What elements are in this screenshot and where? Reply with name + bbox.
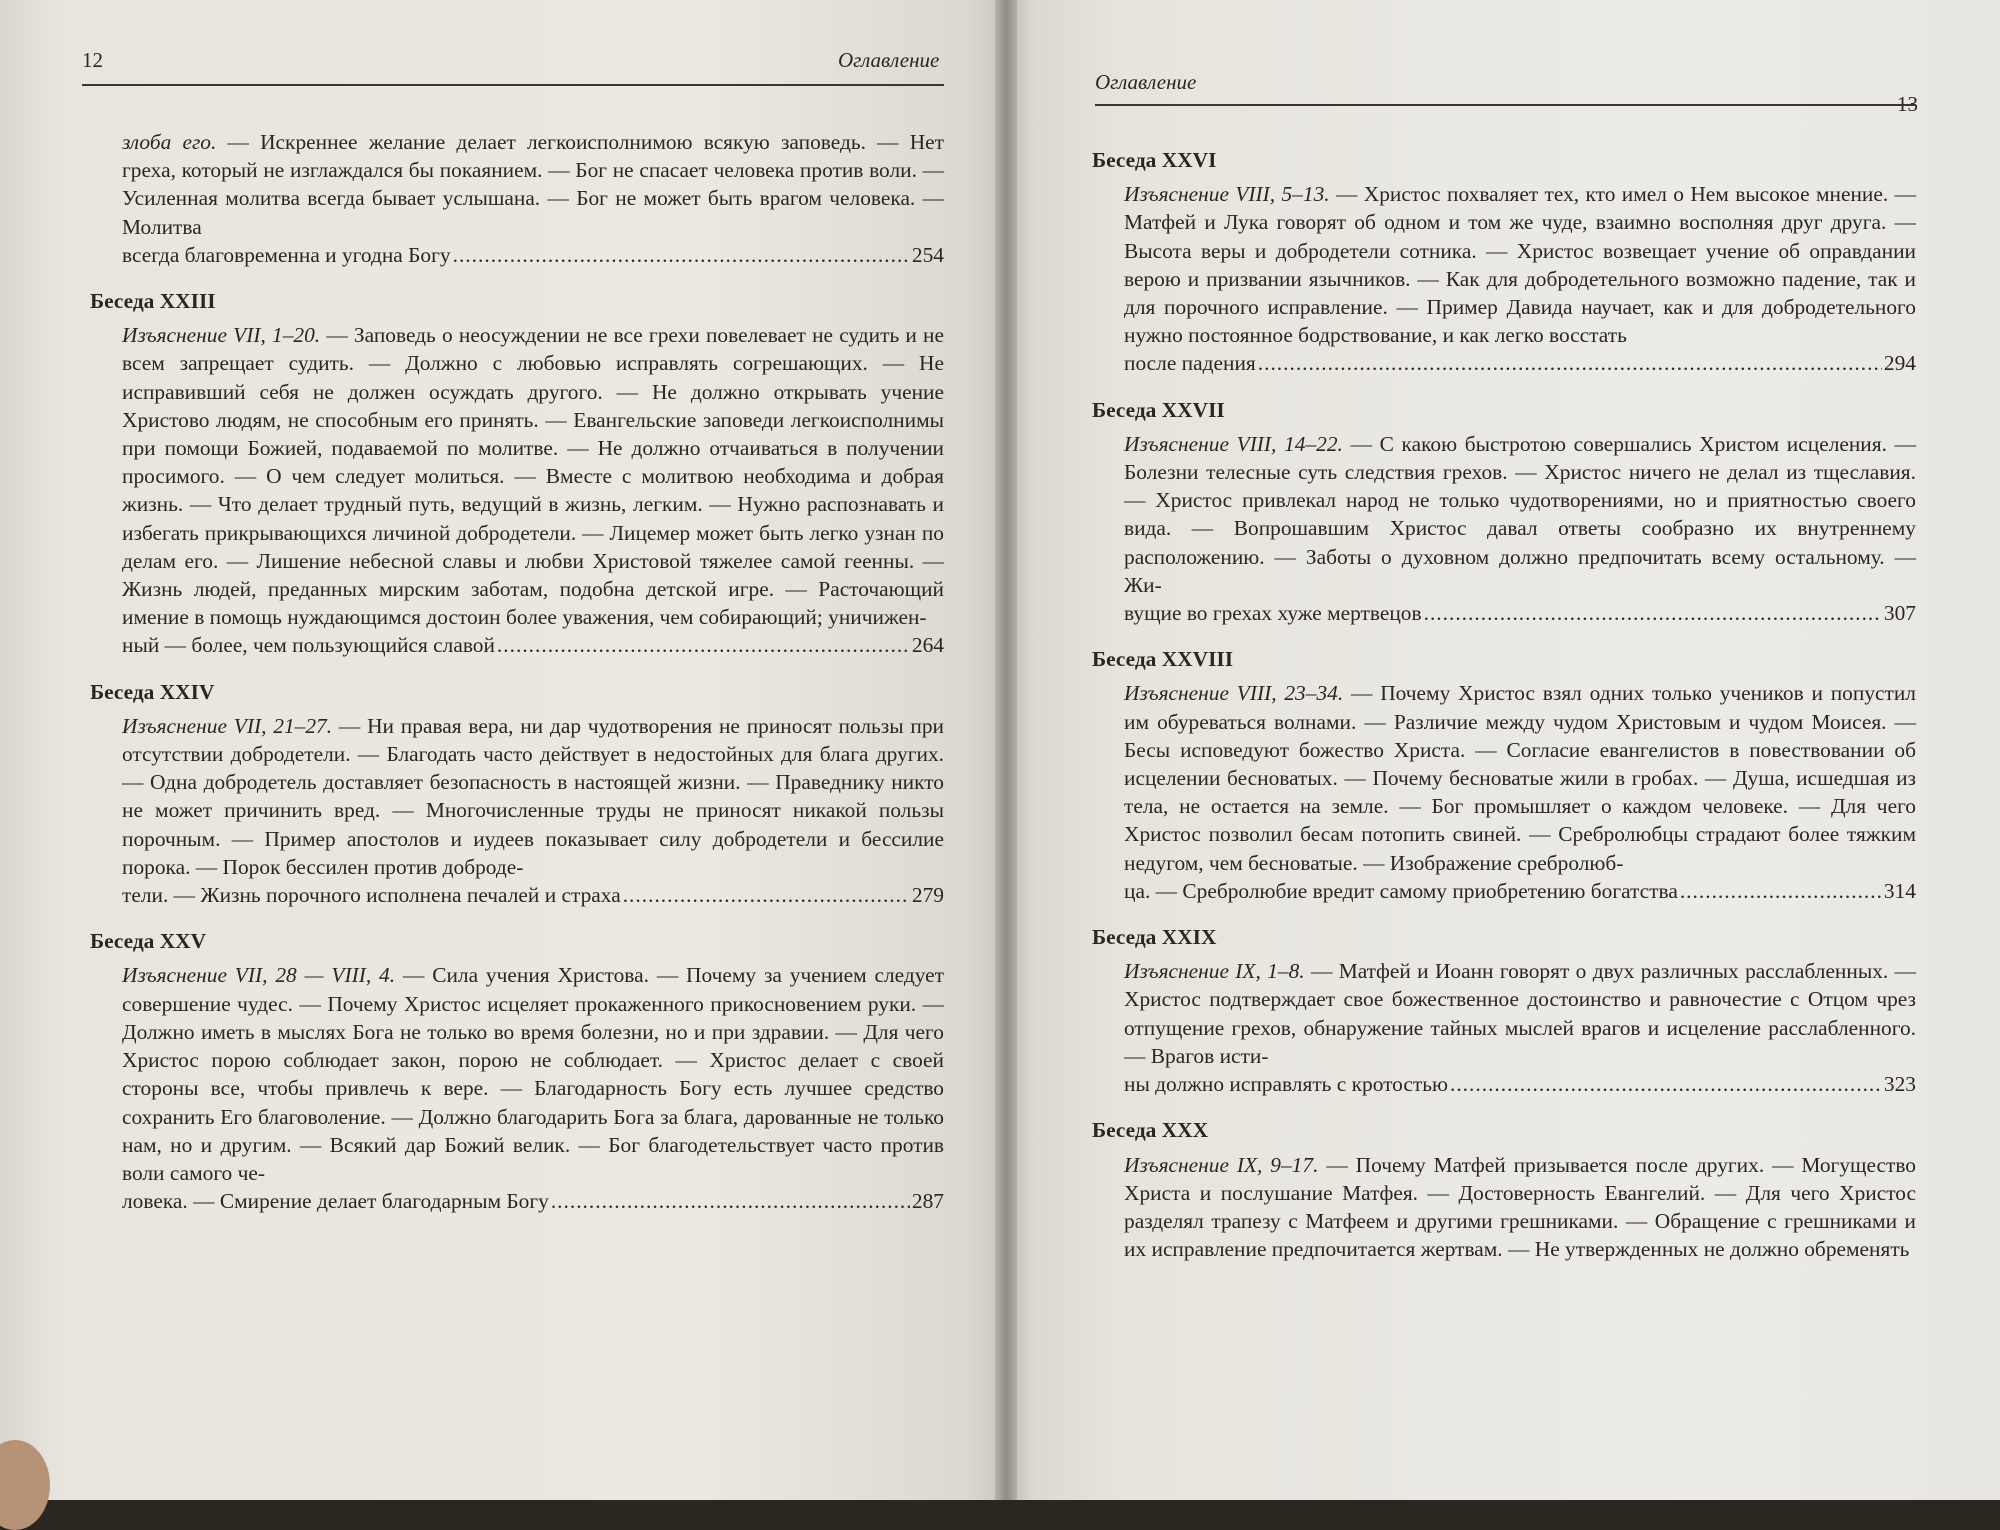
scripture-reference: Изъяснение IX, 1–8. <box>1124 959 1305 984</box>
entry-summary: — Матфей и Иоанн говорят о двух различных расслабленных. — Христос подтверждает свое божественное достоинство и равночестие с Отцом чрез отпущение грехов, обнаружение тайных мыслей врагов и исцеление расслабленного. — Врагов исти- <box>1124 959 1916 1068</box>
scripture-reference: Изъяснение VII, 1–20. <box>122 323 321 348</box>
toc-entry-continuation <box>122 128 944 269</box>
entry-summary: — Христос похваляет тех, кто имел о Нем высокое мнение. — Матфей и Лука говорят об одном и том же чуде, взаимно восполняя друг друга. — Высота веры и добродетели сотника. — Христос возвещает учение об оправдании верою и призвании язычников. — Как для добродетельного возможно падение, так и для порочного исправление. — Пример Давида научает, как и для добродетельного нужно постоянное бодрствование, и как легко восстать <box>1124 182 1916 348</box>
scripture-reference: Изъяснение VII, 21–27. <box>122 713 333 738</box>
toc-page-number: 294 <box>1883 351 1916 376</box>
entry-summary: — Почему Христос взял одних только учеников и попустил им обуреваться волнами. — Различие между чудом Христовым и чудом Моисея. — Бесы исповедуют божество Христа. — Согласие евангелистов в повествовании об исцелении бесноватых. — Почему бесноватые жили в гробах. — Душа, исшедшая из тела, не остается на земле. — Бог промышляет о каждом человеке. — Для чего Христос позволил бесам потопить свиней. — Сребролюбцы страдают более тяжким недугом, чем бесноватые. — Изображение сребролюб- <box>1124 681 1916 875</box>
toc-leader-line: ца. — Сребролюбие вредит самому приобретению богатства ..... 314 <box>1124 877 1916 905</box>
scripture-reference: Изъяснение IX, 9–17. <box>1124 1152 1319 1177</box>
entry-summary: — Заповедь о неосуждении не все грехи повелевает не судить и не всем запрещает судить. — Должно с любовью исправлять согрешающих. — Не исправивший себя не должен осуждать другого. — Не должно открывать учение Христово людям, не способным его принять. — Евангельские заповеди легкоисполнимы при помощи Божией, подаваемой по молитве. — Не должно отчаиваться в получении просимого. — О чем следует молиться. — Вместе с молитвою необходима и добрая жизнь. — Что делает трудный путь, ведущий в жизнь, легким. — Нужно распознавать и избегать прикрывающихся личиной добродетели. — Лицемер может быть легко узнан по делам его. — Лишение небесной славы и любви Христовой тяжелее самой геенны. — Жизнь людей, преданных мирским заботам, подобна детской игре. — Расточающий имение в помощь нуждающимся достоин более уважения, чем собирающий; уничижен- <box>122 323 944 630</box>
toc-leader-line: ный — более, чем пользующийся славой ..... 264 <box>122 631 944 659</box>
toc-entry <box>1092 1116 1917 1263</box>
entry-title: Беседа XXVIII <box>1092 647 1234 672</box>
entry-summary: — Ни правая вера, ни дар чудотворения не приносят пользы при отсутствии добродетели. — Благодать часто действует в недостойных для блага других. — Одна добродетель доставляет безопасность в настоящей жизни. — Праведнику никто не может причинить вред. — Многочисленные труды не приносят никакой пользы порочным. — Пример апостолов и иудеев показывает силу добродетели и бессилие порока. — Порок бессилен против доброде- <box>122 713 944 879</box>
toc-entry <box>1092 645 1916 905</box>
entry-summary: — С какою быстротою совершались Христом исцеления. — Болезни телесные суть следствия грехов. — Христос ничего не делал из тщеславия. — Христос привлекал народ не только чудотворениями, но и приятностью своего вида. — Вопрошавшим Христос давал ответы сообразно их внутреннему расположению. — Заботы о духовном должно предпочитать всему остальному. — Жи- <box>1124 431 1916 597</box>
scripture-reference: Изъяснение VII, 28 — VIII, 4. <box>122 963 396 988</box>
entry-title: Беседа XXIII <box>90 289 216 314</box>
toc-page-number: 279 <box>911 883 944 908</box>
entry-summary: — Сила учения Христова. — Почему за учением следует совершение чудес. — Почему Христос исцеляет прокаженного прикосновением руки. — Должно иметь в мыслях Бога не только во время болезни, но и при здравии. — Для чего Христос порою соблюдает закон, порою не соблюдает. — Христос делает с своей стороны все, чтобы привлечь к вере. — Благодарность Богу есть лучшее средство сохранить Его благоволение. — Должно благодарить Бога за блага, дарованные не только нам, но и другим. — Всякий дар Божий велик. — Бог благодетельствует часто против воли самого че- <box>122 963 945 1185</box>
toc-leader-line: тели. — Жизнь порочного исполнена печалей и страха ..... 279 <box>122 881 944 909</box>
toc-entry <box>1092 146 1916 378</box>
book-gutter <box>995 0 1017 1500</box>
toc-entry <box>1092 923 1916 1098</box>
entry-title: Беседа XXV <box>90 929 207 954</box>
scripture-reference: Изъяснение VIII, 14–22. <box>1124 431 1343 456</box>
page-number-right: 13 <box>1897 92 1918 116</box>
toc-leader-line: всегда благовременна и угодна Богу ..... 254 <box>122 241 944 269</box>
header-rule-right <box>1095 104 1915 106</box>
left-page <box>0 0 1005 1500</box>
continuation-text: — Искреннее желание делает легкоисполнимою всякую заповедь. — Нет греха, который не изглаждался бы покаянием. — Бог не спасает человека против воли. — Усиленная молитва всегда бывает услышана. — Бог не может быть врагом человека. — Молитва <box>122 130 945 239</box>
right-toc-column <box>1092 146 1917 1281</box>
toc-page-number: 287 <box>911 1189 944 1214</box>
entry-title: Беседа XXVII <box>1092 397 1225 422</box>
right-page <box>1005 0 2000 1500</box>
page-number-left: 12 <box>82 48 103 72</box>
running-title-right: Оглавление <box>1095 70 1197 94</box>
header-rule-left <box>82 84 944 86</box>
entry-title: Беседа XXIV <box>90 679 215 704</box>
toc-leader-line: ловека. — Смирение делает благодарным Богу ..... 287 <box>122 1187 944 1215</box>
running-title-left: Оглавление <box>838 48 940 72</box>
scripture-reference: Изъяснение VIII, 5–13. <box>1124 182 1330 207</box>
entry-summary: — Почему Матфей призывается после других. — Могущество Христа и послушание Матфея. — Достоверность Евангелий. — Для чего Христос разделял трапезу с Матфеем и другими грешниками. — Обращение с грешниками и их исправление предпочитается жертвам. — Не утвержденных не должно обременять <box>1124 1152 1917 1262</box>
toc-entry <box>90 927 945 1215</box>
entry-title: Беседа XXVI <box>1092 148 1217 172</box>
toc-page-number: 264 <box>911 633 944 658</box>
entry-title: Беседа XXIX <box>1092 925 1217 950</box>
entry-title: Беседа XXX <box>1092 1118 1209 1143</box>
toc-page-number: 323 <box>1883 1072 1916 1097</box>
left-toc-column <box>90 128 945 1233</box>
toc-leader-line: ны должно исправлять с кротостью ..... 323 <box>1124 1070 1916 1098</box>
scripture-reference: Изъяснение VIII, 23–34. <box>1124 681 1344 706</box>
toc-entry <box>90 287 944 660</box>
toc-entry <box>90 678 944 910</box>
toc-leader-line: вущие во грехах хуже мертвецов ..... 307 <box>1124 599 1916 627</box>
continuation-lead: злоба его. <box>122 130 217 154</box>
toc-entry <box>1092 396 1916 628</box>
toc-page-number: 254 <box>911 242 944 267</box>
toc-page-number: 314 <box>1883 878 1916 903</box>
toc-leader-line: после падения ..... 294 <box>1124 349 1916 377</box>
toc-page-number: 307 <box>1883 601 1916 626</box>
